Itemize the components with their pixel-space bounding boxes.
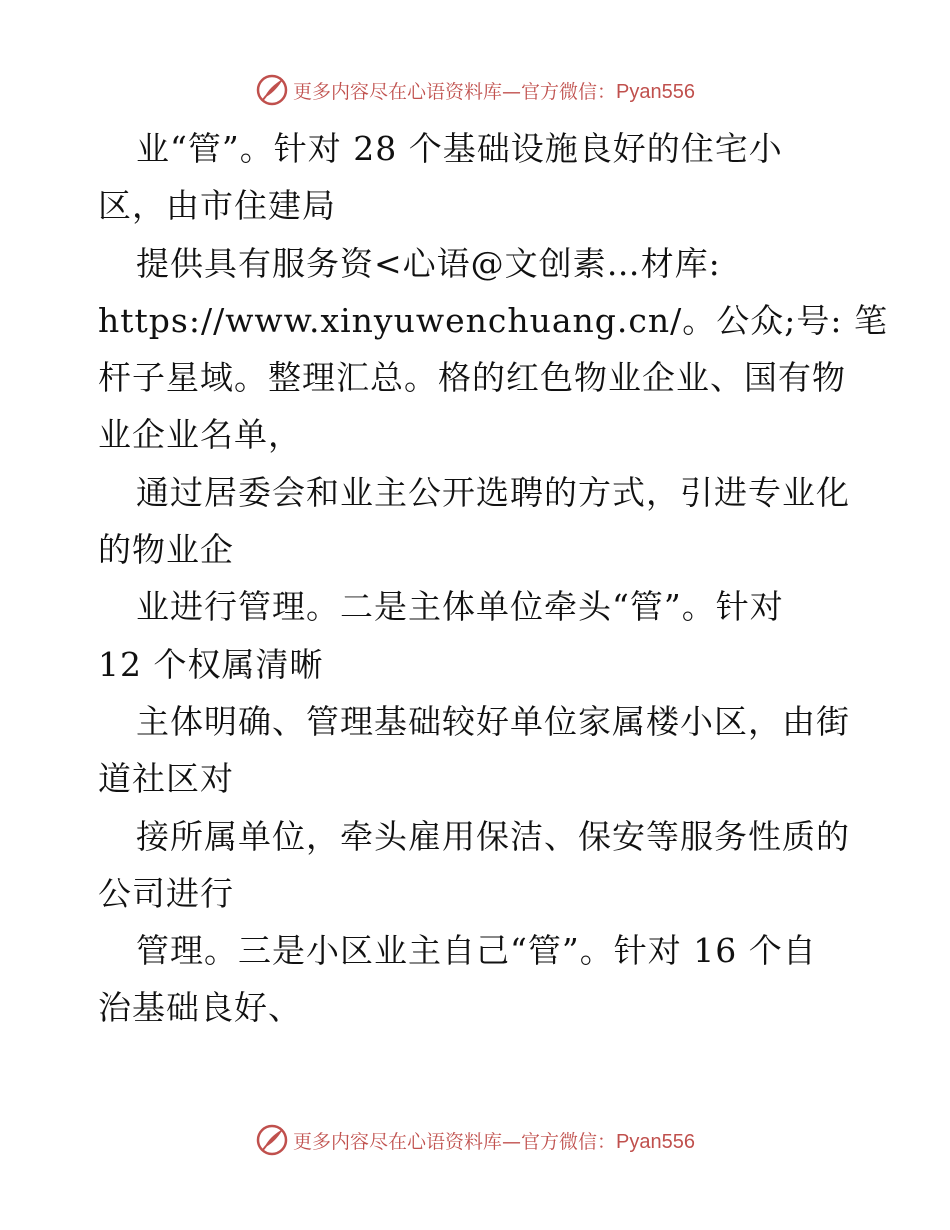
body-line: 通过居委会和业主公开选聘的方式，引进专业化 bbox=[136, 472, 850, 512]
body-line: 12 个权属清晰 bbox=[98, 644, 324, 684]
footer-banner bbox=[0, 1120, 950, 1160]
footer-banner-text: 更多内容尽在心语资料库—官方微信：Pyan556 bbox=[293, 1130, 695, 1153]
body-line: 业进行管理。二是主体单位牵头“管”。针对 bbox=[136, 587, 784, 627]
quill-pen-logo-icon bbox=[255, 73, 289, 107]
body-line: 业“管”。针对 28 个基础设施良好的住宅小 bbox=[136, 129, 783, 168]
body-line: 提供具有服务资<心语@文创素…材库: bbox=[136, 243, 721, 283]
header-banner-text: 更多内容尽在心语资料库—官方微信：Pyan556 bbox=[293, 80, 695, 103]
header-wechat-id: Pyan556 bbox=[616, 80, 695, 103]
body-line: 业企业名单， bbox=[98, 415, 302, 455]
body-line: 公司进行 bbox=[98, 873, 234, 913]
body-line: 接所属单位，牵头雇用保洁、保安等服务性质的 bbox=[136, 816, 850, 856]
document-body bbox=[98, 120, 888, 1037]
body-line: 区，由市住建局 bbox=[98, 186, 336, 226]
body-line: 管理。三是小区业主自己“管”。针对 16 个自 bbox=[136, 931, 817, 971]
body-line: 杆子星域。整理汇总。格的红色物业企业、国有物 bbox=[98, 358, 846, 398]
body-line: 治基础良好、 bbox=[98, 988, 302, 1028]
footer-wechat-id: Pyan556 bbox=[616, 1130, 695, 1153]
header-banner bbox=[0, 70, 950, 110]
body-line: 的物业企 bbox=[98, 530, 234, 570]
body-line: 主体明确、管理基础较好单位家属楼小区，由街 bbox=[136, 701, 850, 741]
quill-pen-logo-icon bbox=[255, 1123, 289, 1157]
body-line-url: https://www.xinyuwenchuang.cn/。公众;号: 笔 bbox=[98, 300, 888, 340]
body-line: 道社区对 bbox=[98, 759, 234, 799]
